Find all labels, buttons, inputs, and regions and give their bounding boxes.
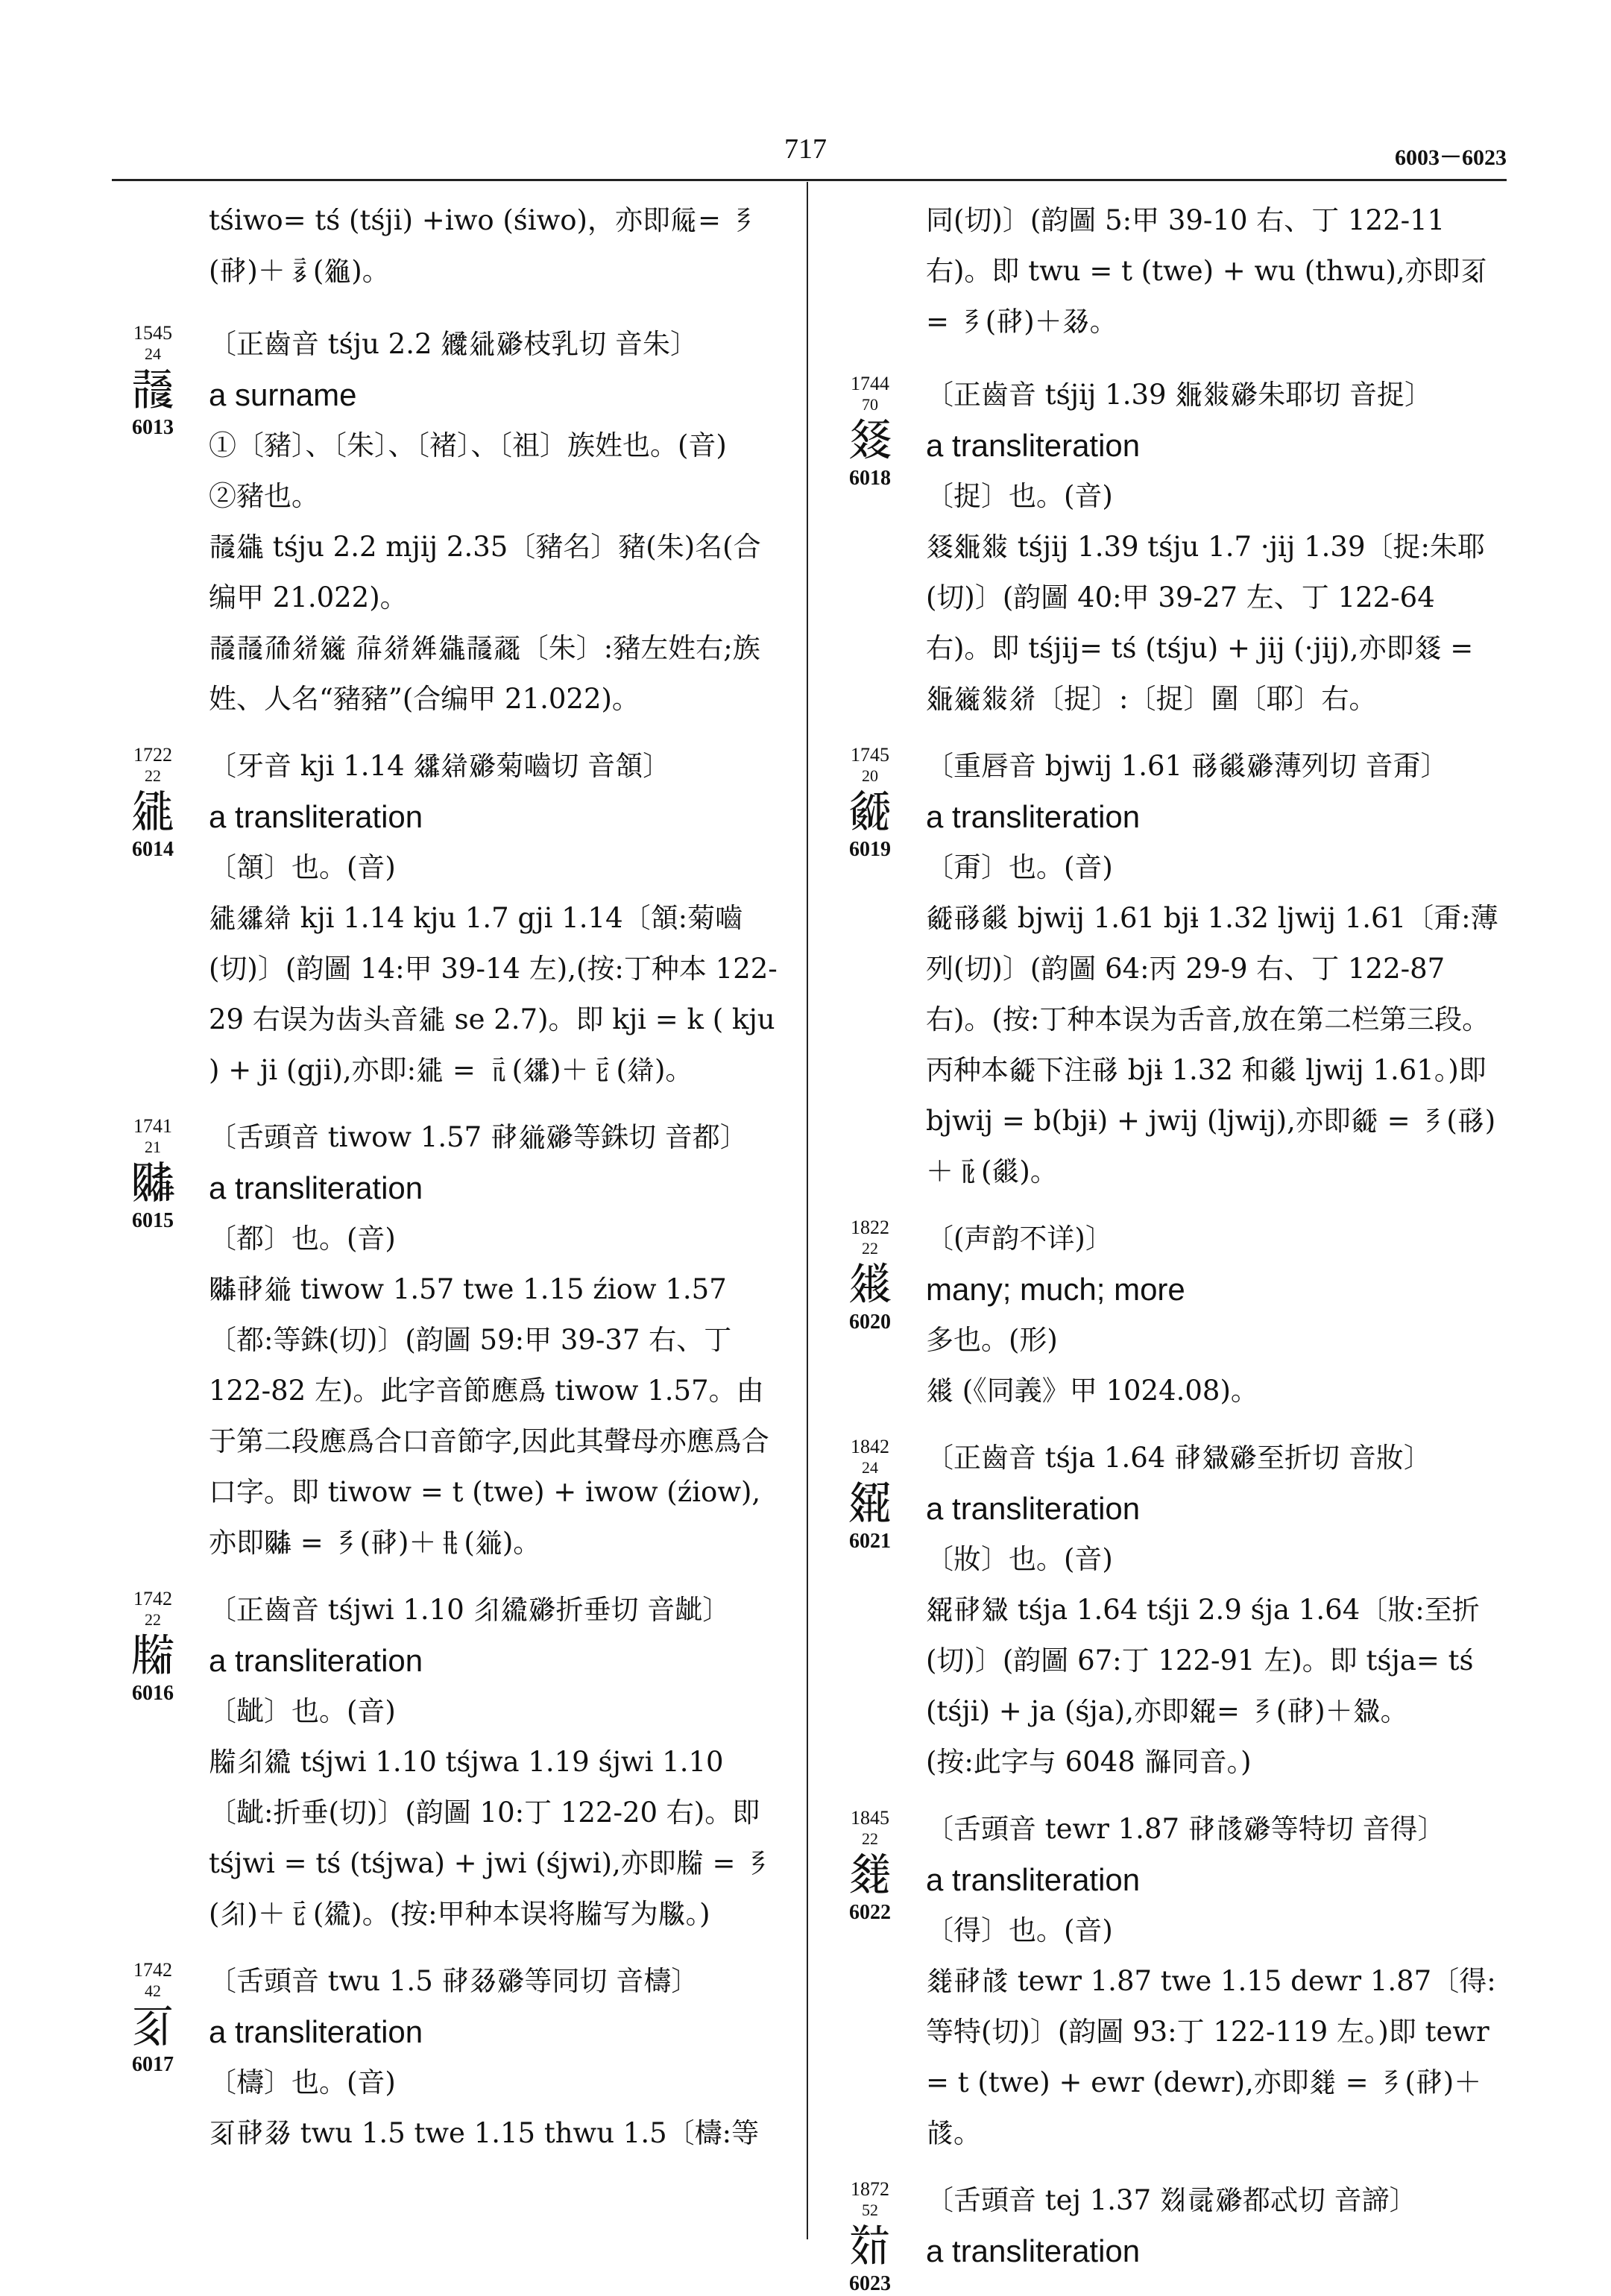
entry-code: 1744 <box>851 373 889 394</box>
english-gloss: a transliteration <box>209 2014 423 2049</box>
entry-text-line: ①〔豬〕、〔朱〕、〔褚〕、〔祖〕族姓也。(音) <box>209 429 727 461</box>
headword-glyph: 𘈩 <box>130 2001 175 2053</box>
entry-code: 1842 <box>851 1436 889 1457</box>
dictionary-entry <box>112 741 783 1096</box>
headword-glyph: 𗧓 <box>130 786 175 838</box>
left-column <box>112 195 783 2237</box>
entry-stroke-count: 22 <box>145 1610 161 1629</box>
entry-text-line: 〔重唇音 bjwij 1.61 𗟢𘊁𗡪薄列切 音甭〕 <box>926 750 1448 782</box>
entry-text-line: 𘈩𗟡𗳘 twu 1.5 twe 1.15 thwu 1.5〔檮:等 <box>209 2117 760 2149</box>
entry-code: 1872 <box>851 2178 889 2200</box>
entry-code: 1741 <box>133 1115 172 1137</box>
entry-text-line: 〔正齒音 tśju 2.2 𗫰𗣼𗡪枝乳切 音朱〕 <box>209 328 699 360</box>
headword-glyph: 𗿜 <box>848 1477 892 1530</box>
entry-meta <box>112 1115 194 1233</box>
entry-number: 6018 <box>849 467 891 490</box>
entry-code: 1845 <box>851 1807 889 1829</box>
entry-text-line: 〔正齒音 tśjwi 1.10 𗼃𗫔𗡪折垂切 音龇〕 <box>209 1594 731 1626</box>
entry-text-line: 多也。(形) <box>926 1324 1058 1356</box>
headword-glyph: 𗧤 <box>848 1258 892 1311</box>
english-gloss: a transliteration <box>926 2233 1141 2268</box>
english-gloss: a transliteration <box>209 799 423 834</box>
english-gloss: a surname <box>209 377 357 412</box>
entry-stroke-count: 22 <box>145 766 161 785</box>
entry-meta <box>112 322 194 440</box>
entry-text-line: 𘄋𗪘 tśju 2.2 mjij 2.35〔豬名〕豬(朱)名(合编甲 21.022)。 <box>209 531 761 614</box>
dictionary-entry <box>112 1112 783 1568</box>
dictionary-entry <box>112 319 783 725</box>
entry-number: 6021 <box>849 1530 891 1553</box>
entry-text-line: 同(切)〕(韵圖 5:甲 39-10 右、丁 122-11 右)。即 twu = t (twe) + wu (thwu),亦即𘈩 = 𘠅(𗟡)＋𗳘。 <box>926 204 1488 338</box>
english-gloss: a transliteration <box>926 428 1141 463</box>
entry-text-line: 〔頷〕也。(音) <box>209 851 396 883</box>
entry-code: 1745 <box>851 744 889 766</box>
entry-text-line: 〔甭〕也。(音) <box>926 851 1113 883</box>
entry-text-line: 〔檮〕也。(音) <box>209 2066 396 2098</box>
dictionary-entry <box>829 1433 1507 1788</box>
entry-meta <box>829 1436 911 1554</box>
entry-text-line: 〔(声韵不详)〕 <box>926 1223 1113 1255</box>
entry-stroke-count: 24 <box>862 1458 878 1477</box>
entry-text-line: 〔牙音 kji 1.14 𗫓𗧉𗡪菊嚙切 音頷〕 <box>209 750 671 782</box>
entry-number: 6013 <box>132 416 174 439</box>
entry-number: 6014 <box>132 838 174 861</box>
entry-stroke-count: 22 <box>862 1829 878 1848</box>
english-gloss: a transliteration <box>209 1643 423 1678</box>
entry-text-line: tśiwo= tś (tśji) +iwo (śiwo)，亦即𗏁= 𘠅(𗟡)＋𘡦(𗨖)。 <box>209 204 757 287</box>
entry-text-line: 〔正齒音 tśja 1.64 𗟡𗿝𗡪至折切 音妝〕 <box>926 1442 1431 1474</box>
continued-text <box>829 195 1507 347</box>
entry-number: 6015 <box>132 1209 174 1232</box>
english-gloss: a transliteration <box>926 1491 1141 1526</box>
entry-text-line: 𘉗𗟡𗥤 tiwow 1.57 twe 1.15 źiow 1.57〔都:等銖(切)〕(韵圖 59:甲 39-37 右、丁 122-82 左)。此字音節應爲 tiwow 1.57。由于第二段應爲合口音節字,因此其聲母亦應爲合口字。即 tiwow = t (twe) + iwow (źiow),亦即𘉗 = 𘠅(𗟡)＋𘢀(𗥤)。 <box>209 1273 769 1559</box>
entry-stroke-count: 52 <box>862 2201 878 2219</box>
entry-number: 6017 <box>132 2053 174 2076</box>
entry-meta <box>829 373 911 491</box>
entry-stroke-count: 21 <box>145 1138 161 1156</box>
entry-number: 6019 <box>849 838 891 861</box>
entry-meta <box>112 1959 194 2077</box>
entry-meta <box>829 2178 911 2296</box>
entry-number: 6020 <box>849 1311 891 1334</box>
entry-text-line: 𗾭𗾮𗾯 tśjij 1.39 tśju 1.7 ·jij 1.39〔捉:朱耶(切)〕(韵圖 40:甲 39-27 左、丁 122-64 右)。即 tśjij= tś (tśju) + jij (·jij),亦即𗾭 = 𗾮𗫂𗾯𗣬〔捉〕:〔捉〕圍〔耶〕右。 <box>926 531 1485 715</box>
entry-code: 1742 <box>133 1959 172 1981</box>
entry-stroke-count: 24 <box>145 344 161 363</box>
entry-text-line: 〔舌頭音 tiwow 1.57 𗟡𗥤𗡪等銖切 音都〕 <box>209 1121 748 1153</box>
entry-number: 6016 <box>132 1682 174 1705</box>
entry-text-line: 〔妝〕也。(音) <box>926 1543 1113 1575</box>
entry-code: 1822 <box>851 1217 889 1238</box>
entry-text-line: 〔舌頭音 twu 1.5 𗟡𗳘𗡪等同切 音檮〕 <box>209 1965 699 1997</box>
entry-text-line: 〔龇〕也。(音) <box>209 1695 396 1727</box>
entry-meta <box>112 744 194 862</box>
headword-glyph: 𗾭 <box>848 414 892 467</box>
entry-text-line: 𗿜𗟡𗿝 tśja 1.64 tśji 2.9 śja 1.64〔妝:至折(切)〕(韵圖 67:丁 122-91 左)。即 tśja= tś (tśji) + ja (śja),亦即𗿜= 𘠅(𗟡)＋𗿝。 <box>926 1594 1480 1727</box>
entry-range: 6003－6023 <box>1395 145 1507 170</box>
entry-code: 1742 <box>133 1588 172 1609</box>
entry-text-line: ②豬也。 <box>209 480 319 512</box>
entry-code: 1545 <box>133 322 172 344</box>
dictionary-entry <box>829 741 1507 1197</box>
right-column <box>829 195 1507 2295</box>
entry-meta <box>112 1588 194 1706</box>
continued-text <box>112 195 783 297</box>
entry-text-line: 𘊞𗟡𗭗 tewr 1.87 twe 1.15 dewr 1.87〔得:等特(切)〕(韵圖 93:丁 122-119 左。)即 tewr = t (twe) + ewr (dewr),亦即𘊞 = 𘠅(𗟡)＋𗭗。 <box>926 1965 1496 2149</box>
entry-meta <box>829 744 911 862</box>
entry-code: 1722 <box>133 744 172 766</box>
entry-text-line: 〔捉〕也。(音) <box>926 480 1113 512</box>
entry-stroke-count: 22 <box>862 1239 878 1258</box>
entry-stroke-count: 42 <box>145 1981 161 2000</box>
entry-text-line: 〔正齒音 tśjij 1.39 𗾮𗾯𗡪朱耶切 音捉〕 <box>926 379 1433 411</box>
entry-text-line: 〔得〕也。(音) <box>926 1914 1113 1946</box>
entry-stroke-count: 20 <box>862 766 878 785</box>
headword-glyph: 𘉗 <box>130 1157 175 1209</box>
page-number: 717 <box>784 133 827 165</box>
column-divider <box>807 182 808 2239</box>
english-gloss: a transliteration <box>926 799 1141 834</box>
entry-text-line: 〔舌頭音 tewr 1.87 𗟡𗭗𗡪等特切 音得〕 <box>926 1813 1446 1845</box>
entry-meta <box>829 1807 911 1925</box>
headword-glyph: 𘊞 <box>848 1849 892 1901</box>
dictionary-entry <box>829 2175 1507 2295</box>
dictionary-entry <box>112 1956 783 2159</box>
dictionary-entry <box>829 370 1507 725</box>
entry-text-line: 𗹨𗼃𗫔 tśjwi 1.10 tśjwa 1.19 śjwi 1.10〔龇:折垂(切)〕(韵圖 10:丁 122-20 右)。即 tśjwi = tś (tśjwa) + jwi (śjwi),亦即𗹨 = 𘠅(𗼃)＋𘡧(𗫔)。(按:甲种本误将𗹨写为𗹩。) <box>209 1746 772 1930</box>
entry-number: 6023 <box>849 2272 891 2295</box>
english-gloss: a transliteration <box>209 1170 423 1205</box>
headword-glyph: 𘄋 <box>130 364 175 416</box>
dictionary-entry <box>829 1214 1507 1416</box>
entry-text-line: 𘄋𘄋𗗙𗣬𗫂 𗗚𗣬𗤶𗪘𘄋𗹙〔朱〕:豬左姓右;族姓、人名“豬豬”(合编甲 21.022)。 <box>209 632 760 715</box>
entry-text-line: 𗧓𗫓𗧉 kji 1.14 kju 1.7 gji 1.14〔頷:菊嚙(切)〕(韵圖 14:甲 39-14 左),(按:丁种本 122-29 右误为齿头音𗧓 se 2.7)。即 kji = k ( kju ) + ji (gji),亦即:𗧓 = 𘡥(𗫓)＋𘡧(𗧉)。 <box>209 902 778 1086</box>
dictionary-entry <box>829 1804 1507 2159</box>
entry-text-line: 𘊀𗟢𘊁 bjwij 1.61 bjɨ 1.32 ljwij 1.61〔甭:薄列(切)〕(韵圖 64:丙 29-9 右、丁 122-87 右)。(按:丁种本误为舌音,放在第二栏第三段。丙种本𘊀下注𗟢 bjɨ 1.32 和𘊁 ljwij 1.61。)即 bjwij = b(bjɨ) + jwij (ljwij),亦即𘊀 = 𘠅(𗟢)＋𘡭(𘊁)。 <box>926 902 1498 1188</box>
headword-glyph: 𘋧 <box>848 2220 892 2272</box>
entry-text-line: (按:此字与 6048 𘁦同音。) <box>926 1746 1252 1778</box>
dictionary-entry <box>112 1585 783 1940</box>
header-rule <box>112 179 1507 181</box>
english-gloss: many; much; more <box>926 1272 1185 1307</box>
entry-text-line: 〔都〕也。(音) <box>209 1223 396 1255</box>
entry-text-line: 〔舌頭音 tej 1.37 𘋨𗕑𗡪都忒切 音諦〕 <box>926 2184 1417 2216</box>
entry-stroke-count: 70 <box>862 395 878 414</box>
headword-glyph: 𘊀 <box>848 786 892 838</box>
headword-glyph: 𗹨 <box>130 1630 175 1682</box>
entry-number: 6022 <box>849 1901 891 1924</box>
english-gloss: a transliteration <box>926 1862 1141 1897</box>
entry-text-line: 𗧤 (《同義》甲 1024.08)。 <box>926 1375 1258 1407</box>
entry-meta <box>829 1217 911 1334</box>
